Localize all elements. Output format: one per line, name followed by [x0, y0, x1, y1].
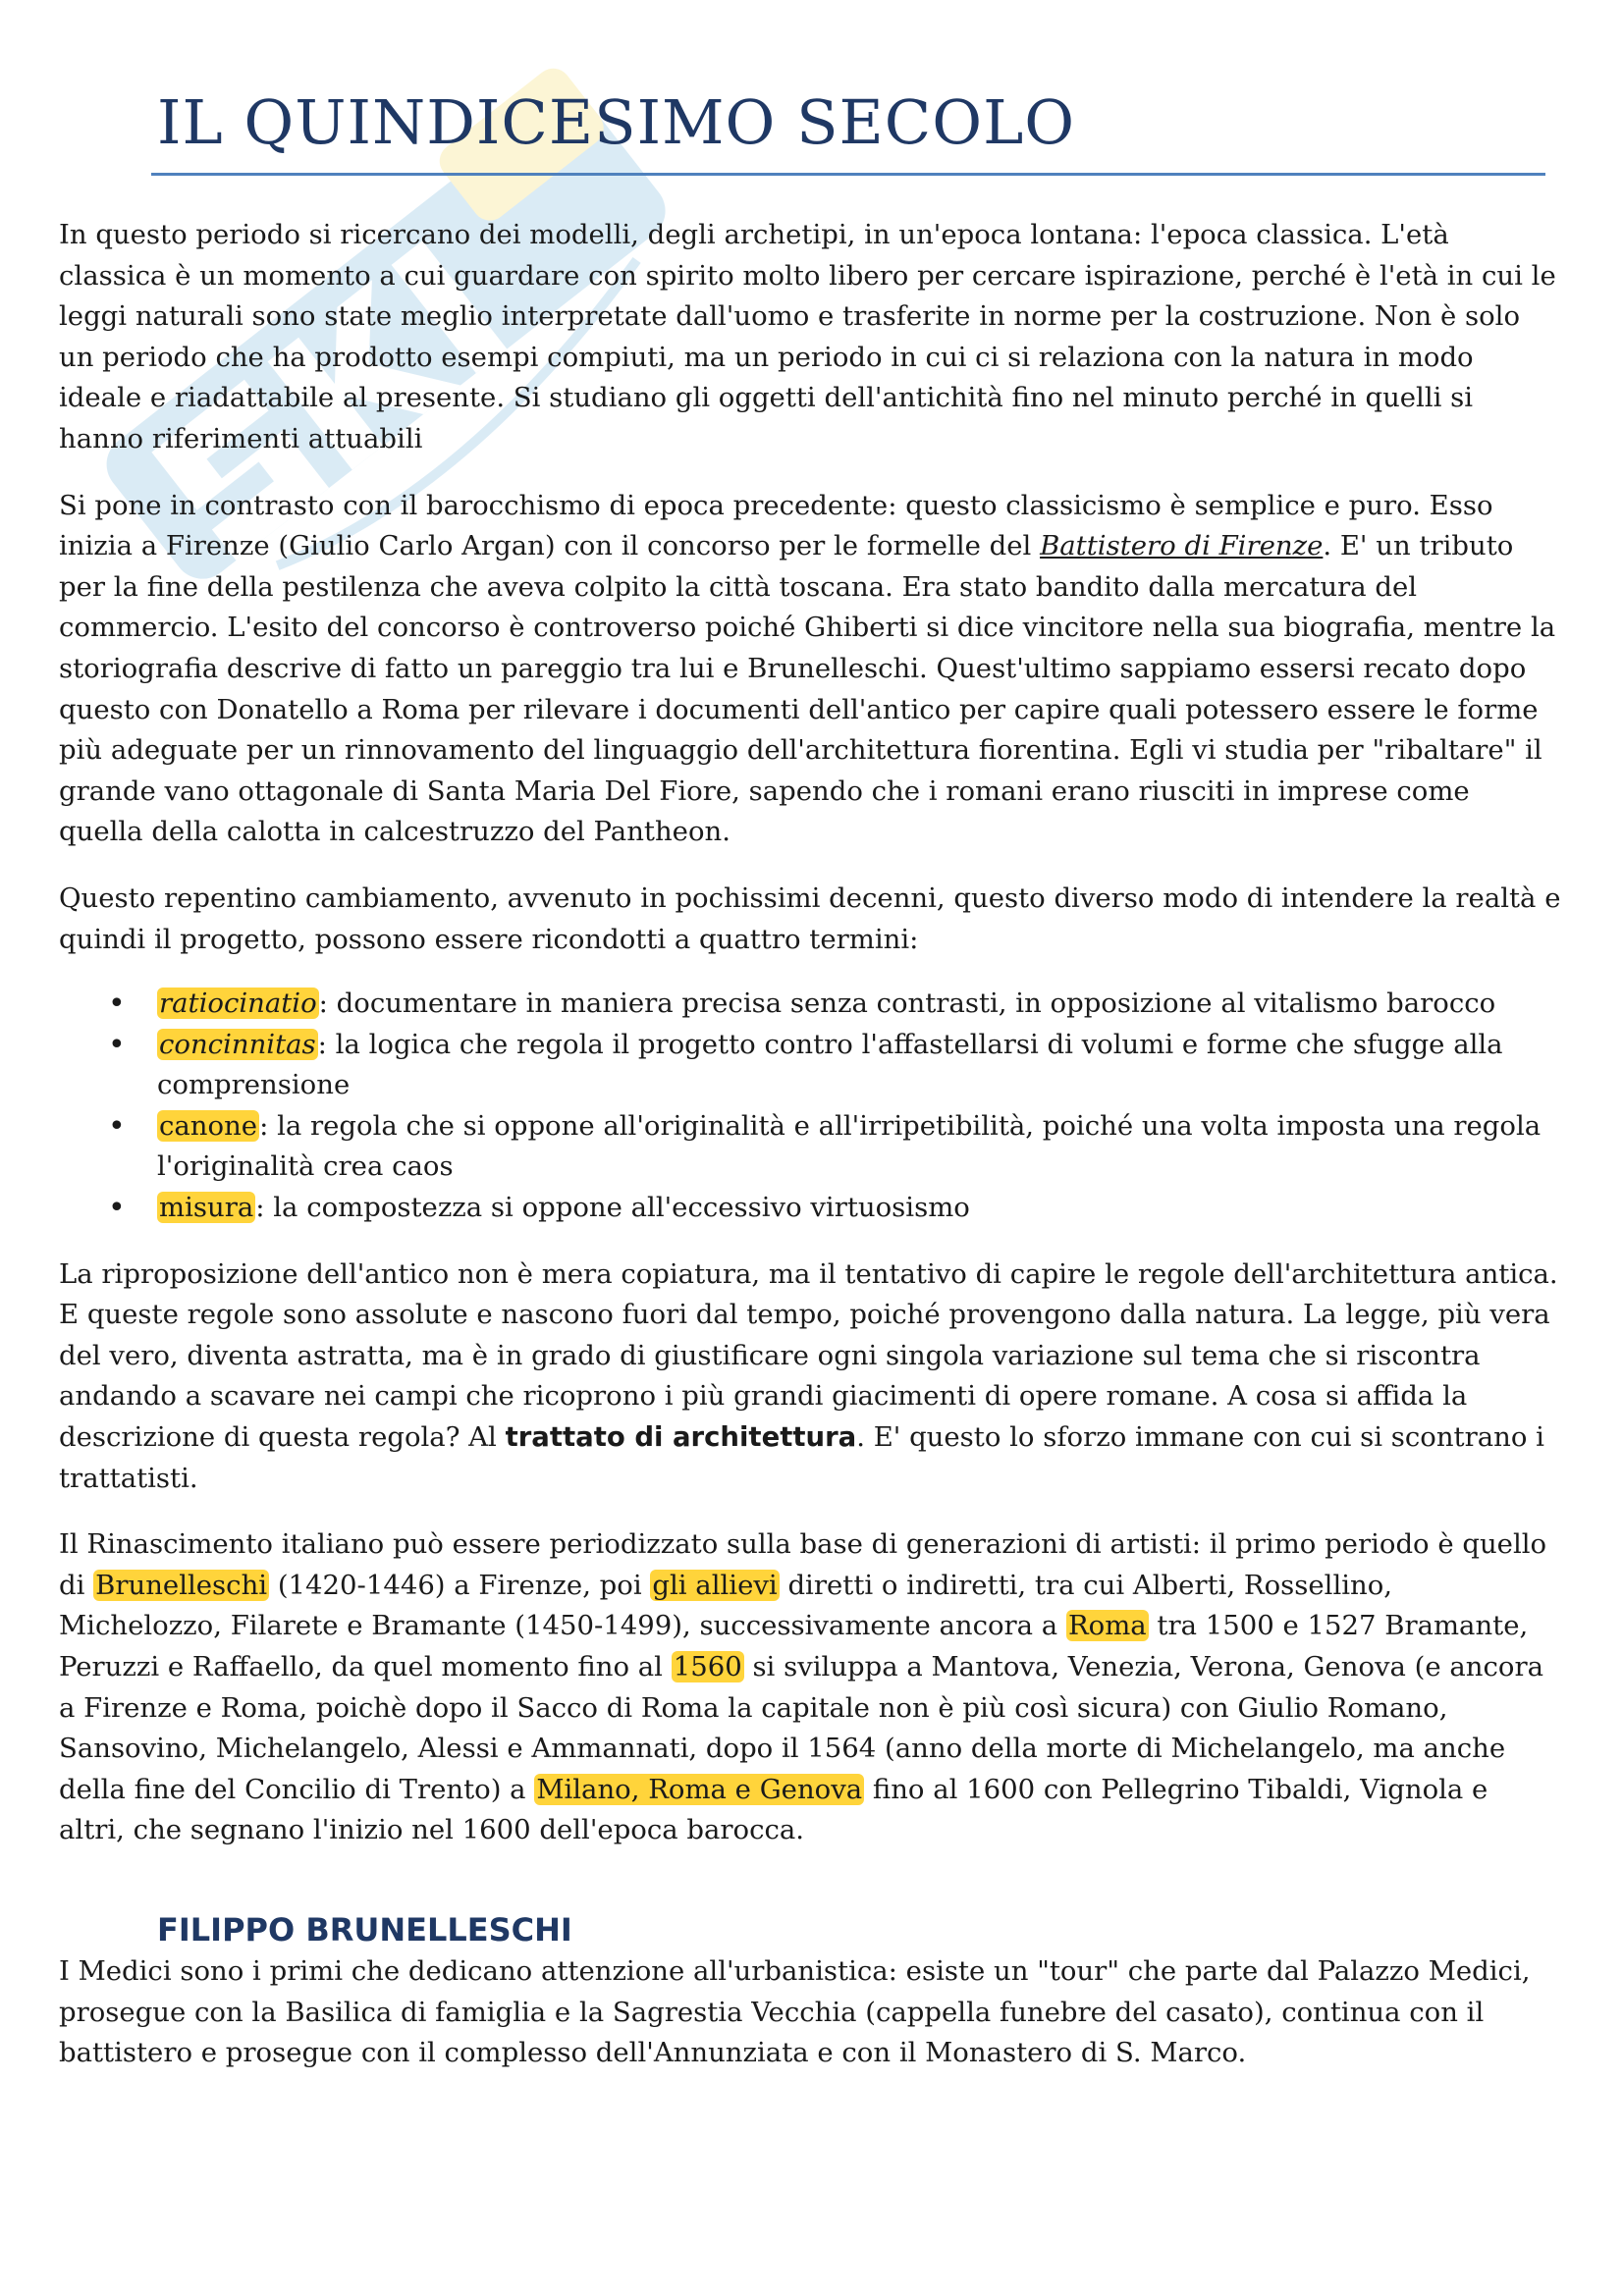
- list-item: • canone: la regola che si oppone all'originalità e all'irripetibilità, poiché una volta imposta una regola l'originalità crea caos: [157, 1106, 1561, 1188]
- paragraph-5: Il Rinascimento italiano può essere periodizzato sulla base di generazioni di artisti: il primo periodo è quello di Brunelleschi (1420-1446) a Firenze, poi gli allievi diretti o indiretti, tra cui Alberti, Rossellino, Michelozzo, Filarete e Bramante (1450-1499), successivamente ancora a Roma tra 1500 e 1527 Bramante, Peruzzi e Raffaello, da quel momento fino al 1560 si sviluppa a Mantova, Venezia, Verona, Genova (e ancora a Firenze e Roma, poichè dopo il Sacco di Roma la capitale non è più così sicura) con Giulio Romano, Sansovino, Michelangelo, Alessi e Ammannati, dopo il 1564 (anno della morte di Michelangelo, ma anche della fine del Concilio di Trento) a Milano, Roma e Genova fino al 1600 con Pellegrino Tibaldi, Vignola e altri, che segnano l'inizio nel 1600 dell'epoca barocca.: [59, 1528, 1547, 1846]
- list-item: • ratiocinatio: documentare in maniera precisa senza contrasti, in opposizione al vitalismo barocco: [157, 984, 1561, 1025]
- paragraph-1: In questo periodo si ricercano dei modelli, degli archetipi, in un'epoca lontana: l'epoca classica. L'età classica è un momento a cui guardare con spirito molto libero per cercare ispirazione, perché è l'età in cui le leggi naturali sono state meglio interpretate dall'uomo e trasferite in norme per la costruzione. Non è solo un periodo che ha prodotto esempi compiuti, ma un periodo in cui ci si relaziona con la natura in modo ideale e riadattabile al presente. Si studiano gli oggetti dell'antichità fino nel minuto perché in quelli si hanno riferimenti attuabili: [59, 219, 1556, 454]
- paragraph-3: Questo repentino cambiamento, avvenuto in pochissimi decenni, questo diverso modo di intendere la realtà e quindi il progetto, possono essere ricondotti a quattro termini:: [59, 881, 1561, 955]
- terms-list: [59, 984, 1561, 1229]
- term-highlight: misura: [159, 1192, 254, 1224]
- title-underline: [151, 173, 1545, 176]
- term-highlight: canone: [159, 1109, 258, 1142]
- document-page: [59, 79, 1561, 2074]
- bold-term: trattato di architettura: [505, 1421, 857, 1454]
- section-heading: FILIPPO BRUNELLESCHI: [157, 1910, 572, 1949]
- list-item: • misura: la compostezza si oppone all'eccessivo virtuosismo: [157, 1188, 1561, 1229]
- paragraph-4: La riproposizione dell'antico non è mera copiatura, ma il tentativo di capire le regole dell'architettura antica. E queste regole sono assolute e nascono fuori dal tempo, poiché provengono dalla natura. La legge, più vera del vero, diventa astratta, ma è in grado di giustificare ogni singola variazione sul tema che si riscontra andando a scavare nei campi che ricoprono i più grandi giacimenti di opere romane. A cosa si affida la descrizione di questa regola? Al trattato di architettura. E' questo lo sforzo immane con cui si scontrano i trattatisti.: [59, 1257, 1558, 1494]
- page-title: IL QUINDICESIMO SECOLO: [157, 86, 1076, 158]
- paragraph-6: I Medici sono i primi che dedicano attenzione all'urbanistica: esiste un "tour" che parte dal Palazzo Medici, prosegue con la Basilica di famiglia e la Sagrestia Vecchia (cappella funebre del casato), continua con il battistero e prosegue con il complesso dell'Annunziata e con il Monastero di S. Marco.: [59, 1954, 1531, 2069]
- list-item: • concinnitas: la logica che regola il progetto contro l'affastellarsi di volumi e forme che sfugge alla comprensione: [157, 1025, 1561, 1106]
- battistero-link: Battistero di Firenze: [1040, 530, 1324, 562]
- term-highlight: ratiocinatio: [159, 988, 317, 1020]
- paragraph-2: Si pone in contrasto con il barocchismo di epoca precedente: questo classicismo è semplice e puro. Esso inizia a Firenze (Giulio Carlo Argan) con il concorso per le formelle del Battistero di Firenze. E' un tributo per la fine della pestilenza che aveva colpito la città toscana. Era stato bandito dalla mercatura del commercio. L'esito del concorso è controverso poiché Ghiberti si dice vincitore nella sua biografia, mentre la storiografia descrive di fatto un pareggio tra lui e Brunelleschi. Quest'ultimo sappiamo essersi recato dopo questo con Donatello a Roma per rilevare i documenti dell'antico per capire quali potessero essere le forme più adeguate per un rinnovamento del linguaggio dell'architettura fiorentina. Egli vi studia per "ribaltare" il grande vano ottagonale di Santa Maria Del Fiore, sapendo che i romani erano riusciti in imprese come quella della calotta in calcestruzzo del Pantheon.: [59, 489, 1556, 848]
- term-highlight: concinnitas: [159, 1028, 316, 1060]
